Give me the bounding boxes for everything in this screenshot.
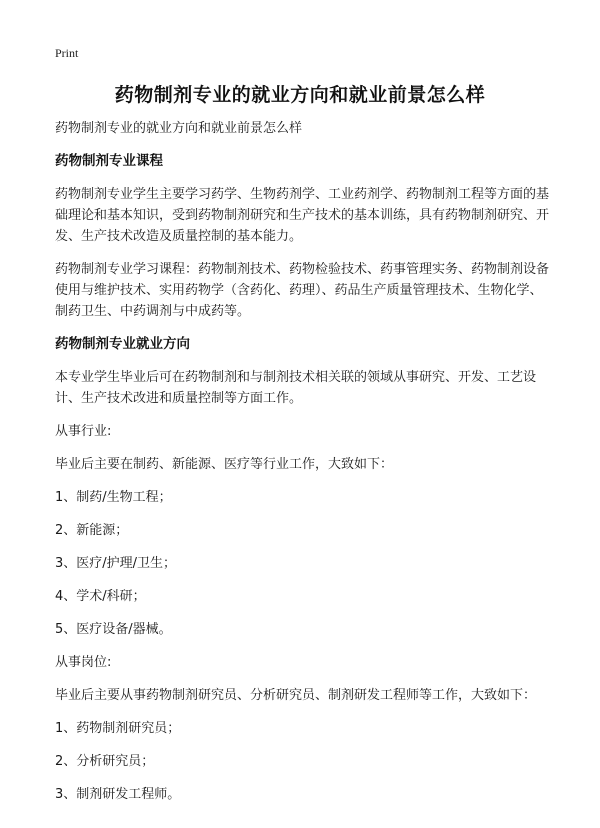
careers-paragraph: 本专业学生毕业后可在药物制剂和与制剂技术相关联的领域从事研究、开发、工艺设计、生产技术改进和质量控制等方面工作。 <box>55 370 537 406</box>
document-title: 药物制剂专业的就业方向和就业前景怎么样 <box>114 84 486 106</box>
position-item: 2、分析研究员； <box>55 754 155 769</box>
section-heading-careers: 药物制剂专业就业方向 <box>55 336 190 352</box>
position-item: 3、制剂研发工程师。 <box>55 787 181 802</box>
industry-item: 3、医疗/护理/卫生； <box>55 556 177 571</box>
industry-item: 5、医疗设备/器械。 <box>55 622 172 637</box>
subtitle: 药物制剂专业的就业方向和就业前景怎么样 <box>55 121 303 136</box>
position-intro: 毕业后主要从事药物制剂研究员、分析研究员、制剂研发工程师等工作，大致如下： <box>55 688 537 703</box>
courses-paragraph-2: 药物制剂专业学习课程：药物制剂技术、药物检验技术、药事管理实务、药物制剂设备使用与维护技术、实用药物学（含药化、药理）、药品生产质量管理技术、生物化学、制药卫生、中药调剂与中成药等。 <box>55 262 550 319</box>
industry-item: 2、新能源； <box>55 523 129 538</box>
industry-label: 从事行业: <box>55 424 112 439</box>
print-label: Print <box>55 46 79 60</box>
industry-item: 1、制药/生物工程； <box>55 490 172 505</box>
courses-paragraph-1: 药物制剂专业学生主要学习药学、生物药剂学、工业药剂学、药物制剂工程等方面的基础理论和基本知识，受到药物制剂研究和生产技术的基本训练，具有药物制剂研究、开发、生产技术改造及质量控制的基本能力。 <box>55 187 550 244</box>
industry-item: 4、学术/科研； <box>55 589 146 604</box>
industry-intro: 毕业后主要在制药、新能源、医疗等行业工作，大致如下： <box>55 457 394 472</box>
position-label: 从事岗位: <box>55 655 112 670</box>
document-body <box>55 118 555 817</box>
section-heading-courses: 药物制剂专业课程 <box>55 153 163 169</box>
position-item: 1、药物制剂研究员； <box>55 721 181 736</box>
